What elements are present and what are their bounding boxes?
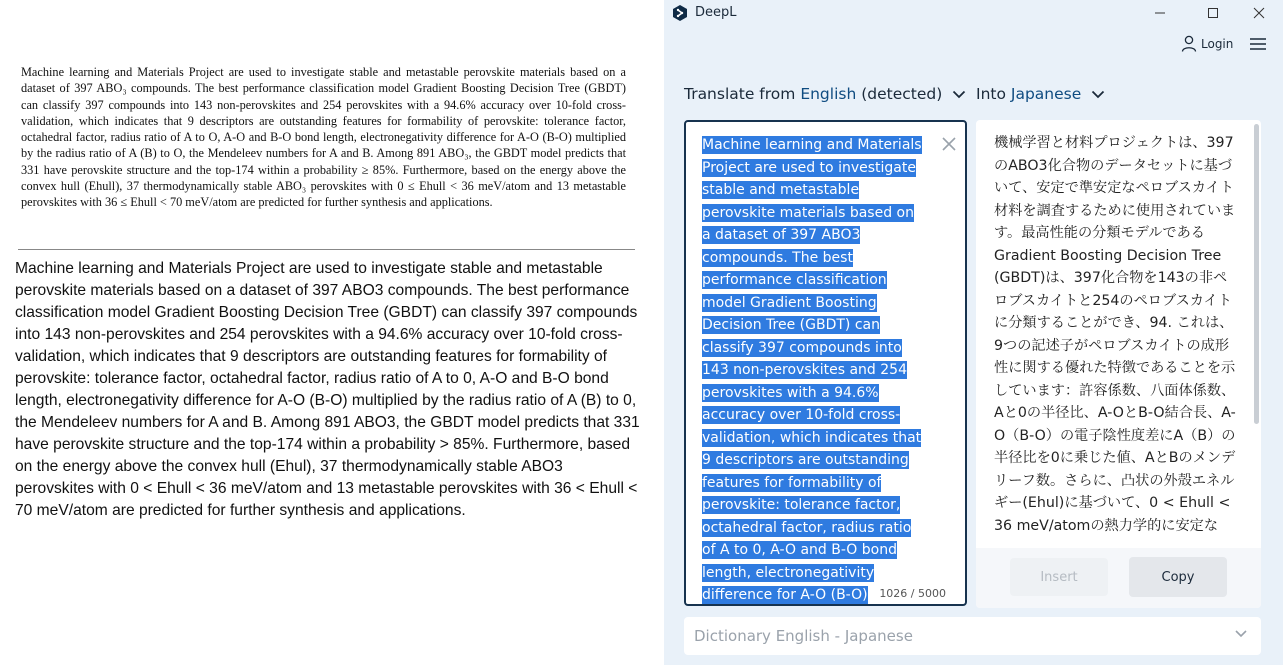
login-button[interactable]	[1181, 35, 1233, 52]
clear-text-icon[interactable]	[941, 136, 957, 152]
deepl-window	[664, 0, 1283, 665]
translation-footer	[976, 548, 1261, 608]
target-language-prefix: Into	[976, 85, 1011, 103]
plain-abstract-text: Machine learning and Materials Project are used to investigate stable and metastable perovskite materials based on a dataset of 397 ABO3 compounds. The best performance classification model Gradient Boosting Decision Tree (GBDT) can classify 397 compounds into 143 non-perovskites and 254 perovskites with a 94.6% accuracy over 10-fold cross-validation, which indicates that 9 descriptors are outstanding features for formability of perovskite: tolerance factor, octahedral factor, radius ratio of A to 0, A-O and B-O bond length, electronegativity difference for A-O (B-O) multiplied by the radius ratio of A (B) to 0, the Mendeleev numbers for A and B. Among 891 ABO3, the GBDT model predicts that 331 have perovskite structure and the top-174 within a probability > 85%. Furthermore, based on the energy above the convex hull (Ehul), 37 thermodynamically stable ABO3 perovskites with 0 < Ehull < 36 meV/atom and 13 metastable perovskites with 36 < Ehull < 70 meV/atom are predicted for further synthesis and applications.	[15, 260, 640, 519]
dictionary-label: Dictionary English - Japanese	[694, 627, 913, 645]
source-language-suffix: (detected)	[856, 85, 943, 103]
paper-abstract-text: Machine learning and Materials Project are used to investigate stable and metastable perovskite materials based on a dataset of 397 ABO₃ compounds. The best performance classification model Gradient Boosting Decision Tree (GBDT) can classify 397 compounds into 143 non-perovskites and 254 perovskites with a 94.6% accuracy over 10-fold cross-validation, which indicates that 9 descriptors are outstanding features for formability of perovskite: tolerance factor, octahedral factor, radius ratio of A to O, A-O and B-O bond length, electronegativity difference for A-O (B-O) multiplied by the radius ratio of A (B) to O, the Mendeleev numbers for A and B. Among 891 ABO₃, the GBDT model predicts that 331 have perovskite structure and the top-174 within a probability ≥ 85%. Furthermore, based on the energy above the convex hull (Ehull), 37 thermodynamically stable ABO₃ perovskites with 0 ≤ Ehull < 36 meV/atom and 13 metastable perovskites with 36 ≤ Ehull < 70 meV/atom are predicted for further synthesis and applications.	[21, 65, 626, 210]
maximize-button[interactable]	[1201, 3, 1225, 23]
chevron-down-icon	[1091, 90, 1105, 99]
translation-panel	[976, 120, 1261, 608]
target-language-name: Japanese	[1010, 85, 1082, 103]
document-divider	[18, 249, 635, 250]
selected-source-text: Machine learning and Materials Project are used to investigate stable and metastable perovskite materials based on a dataset of 397 ABO3 compounds. The best performance classification model Gradient Boosting Decision Tree (GBDT) can classify 397 compounds into 143 non-perovskites and 254 perovskites with a 94.6% accuracy over 10-fold cross-validation, which indicates that 9 descriptors are outstanding features for formability of perovskite: tolerance factor, octahedral factor, radius ratio of A to 0, A-O and B-O bond length, electronegativity difference for A-O (B-O)	[702, 136, 923, 606]
maximize-icon	[1207, 7, 1219, 19]
chevron-down-icon	[952, 90, 966, 99]
character-count: 1026 / 5000	[876, 585, 949, 602]
minimize-button[interactable]	[1148, 3, 1172, 23]
copy-button[interactable]: Copy	[1129, 557, 1227, 597]
source-language-prefix: Translate from	[684, 85, 801, 103]
close-icon	[1253, 7, 1265, 19]
chevron-down-icon	[1235, 630, 1247, 638]
translation-scrollbar[interactable]	[1254, 124, 1259, 424]
translation-text[interactable]: 機械学習と材料プロジェクトは、397のABO3化合物のデータセットに基づいて、安定で準安定なペロブスカイト材料を調査するために使用されています。最高性能の分類モデルであるGradient Boosting Decision Tree (GBDT)は、397化合物を143の非ペロブスカイトと254のペロブスカイトに分類することができ、94. これは、9つの記述子がペロブスカイトの成形性に関する優れた特徴であることを示しています：許容係数、八面体係数、Aと0の半径比、A-OとB-O結合長、A-O（B-O）の電子陰性度差にA（B）の半径比を0に乗じた値、AとBのメンデリーフ数。さらに、凸状の外殻エネルギー(Ehul)に基づいて、0 < Ehull < 36 meV/atomの熱力学的に安定な	[994, 135, 1236, 534]
user-icon	[1181, 35, 1197, 52]
deepl-logo-icon	[671, 4, 689, 22]
target-language-selector[interactable]	[976, 85, 1105, 103]
source-language-name: English	[800, 85, 857, 103]
title-bar	[664, 0, 1283, 28]
source-language-selector[interactable]	[684, 85, 966, 103]
dictionary-bar[interactable]	[684, 617, 1261, 655]
login-label: Login	[1201, 36, 1234, 51]
close-button[interactable]	[1247, 3, 1271, 23]
minimize-icon	[1154, 7, 1166, 19]
hamburger-menu-icon[interactable]	[1249, 36, 1267, 52]
app-title: DeepL	[695, 5, 737, 20]
insert-button[interactable]: Insert	[1010, 558, 1108, 596]
source-text-panel[interactable]	[684, 120, 967, 606]
source-text-area[interactable]	[702, 134, 924, 606]
